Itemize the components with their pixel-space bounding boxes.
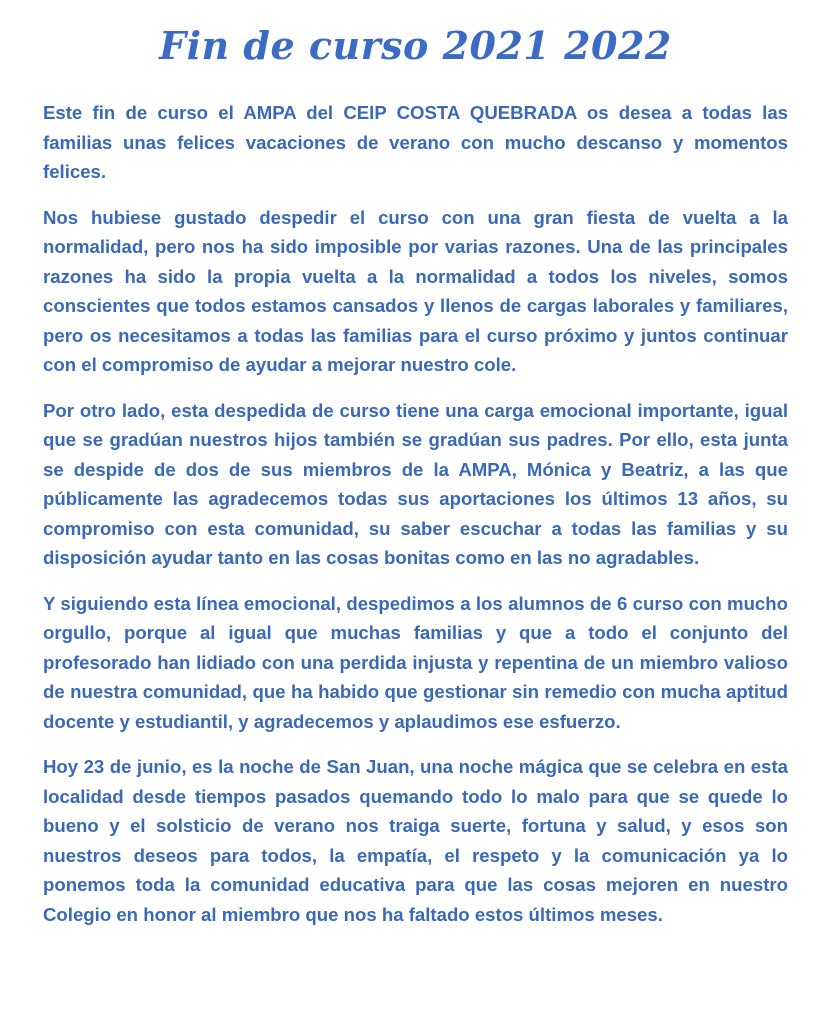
paragraph-end-of-year-party: Nos hubiese gustado despedir el curso con una gran fiesta de vuelta a la normalidad, pero nos ha sido imposible por varias razones. Una de las principales razones ha sido la propia vuelta a la normalidad a todos los niveles, somos conscientes que todos estamos cansados y llenos de cargas laborales y familiares, pero os necesitamos a todas las familias para el curso próximo y juntos continuar con el compromiso de ayudar a mejorar nuestro cole.	[43, 206, 788, 375]
paragraph-sixth-grade-farewell: Y siguiendo esta línea emocional, despedimos a los alumnos de 6 curso con mucho orgullo, porque al igual que muchas familias y que a todo el conjunto del profesorado han lidiado con una perdida injusta y repentina de un miembro valioso de nuestra comunidad, que ha habido que gestionar sin remedio con mucha aptitud docente y estudiantil, y agradecemos y aplaudimos ese esfuerzo.	[43, 592, 788, 732]
paragraph-san-juan: Hoy 23 de junio, es la noche de San Juan, una noche mágica que se celebra en esta localidad desde tiempos pasados quemando todo lo malo para que se quede lo bueno y el solsticio de verano nos traiga suerte, fortuna y salud, y esos son nuestros deseos para todos, la empatía, el respeto y la comunicación ya lo ponemos toda la comunidad educativa para que las cosas mejoren en nuestro Colegio en honor al miembro que nos ha faltado estos últimos meses.	[43, 756, 788, 925]
paragraph-vacation-wishes: Este fin de curso el AMPA del CEIP COSTA QUEBRADA os desea a todas las familias unas felices vacaciones de verano con mucho descanso y momentos felices.	[43, 102, 788, 182]
document-title: Fin de curso 2021 2022	[159, 23, 672, 68]
paragraph-board-farewell: Por otro lado, esta despedida de curso tiene una carga emocional importante, igual que se gradúan nuestros hijos también se gradúan sus padres. Por ello, esta junta se despide de dos de sus miembros de la AMPA, Mónica y Beatriz, a las que públicamente las agradecemos todas sus aportaciones los últimos 13 años, su compromiso con esta comunidad, su saber escuchar a todas las familias y su disposición ayudar tanto en las cosas bonitas como en las no agradables.	[43, 399, 788, 568]
